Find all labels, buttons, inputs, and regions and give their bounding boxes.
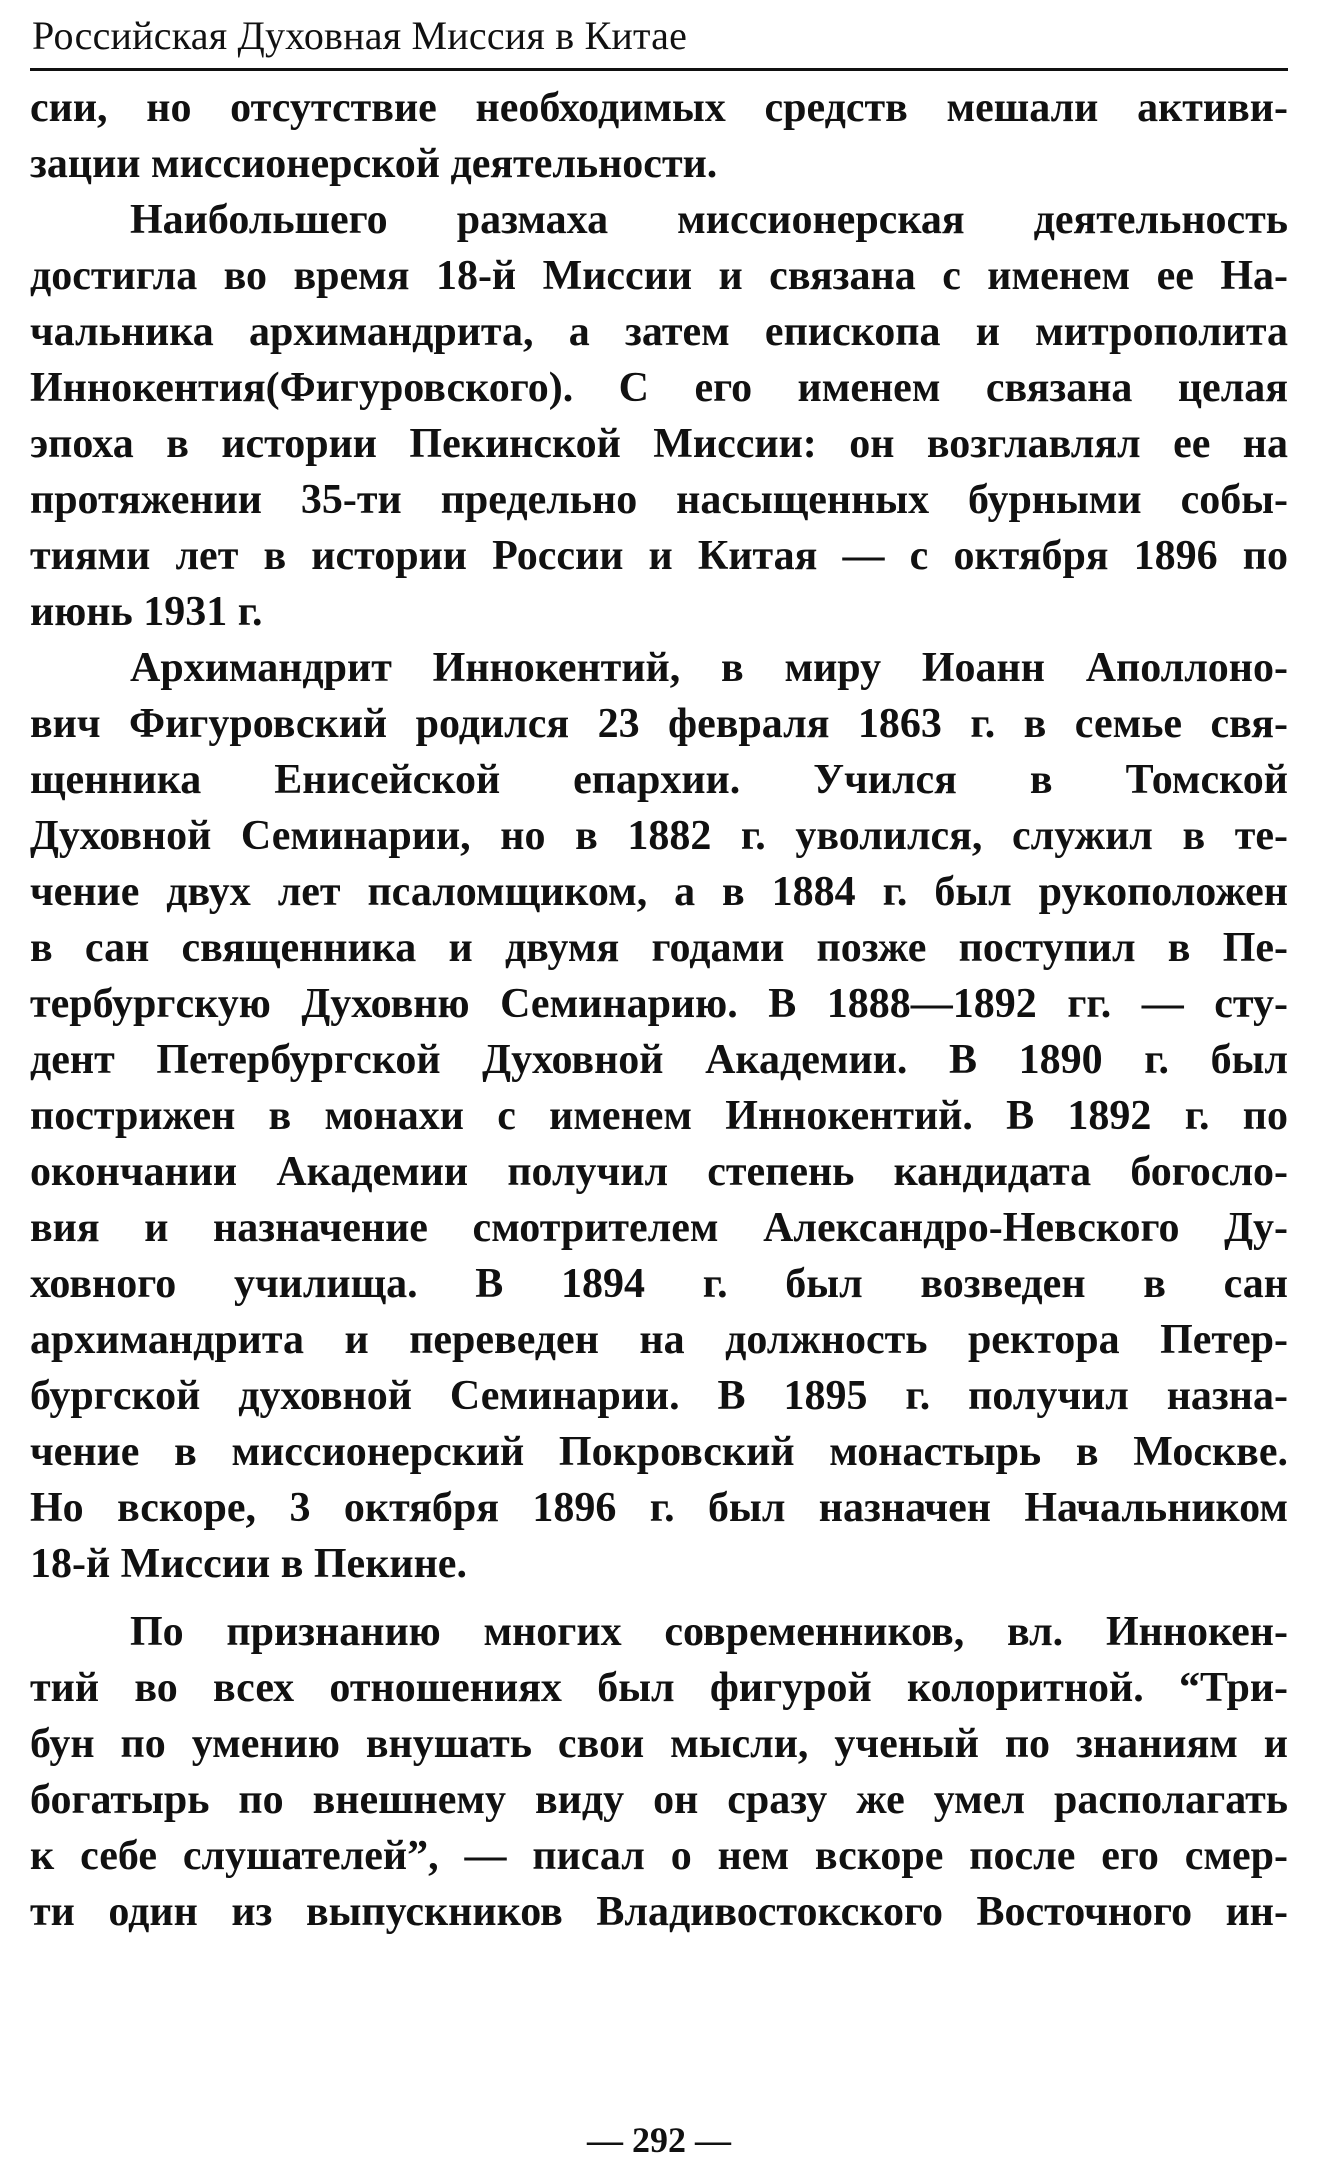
text-line: к себе слушателей”, — писал о нем вскоре после его смер- [30,1833,1288,1879]
text-line: ти один из выпускников Владивостокского Восточного ин- [30,1889,1288,1935]
text-line: протяжении 35-ти предельно насыщенных бурными собы- [30,477,1288,523]
text-line: ховного училища. В 1894 г. был возведен в сан [30,1261,1288,1307]
text-line: бун по умению внушать свои мысли, ученый по знаниям и [30,1721,1288,1767]
text-line: Иннокентия(Фигуровского). С его именем связана целая [30,365,1288,411]
text-line: зации миссионерской деятельности. [30,141,718,187]
text-line: По признанию многих современников, вл. Иннокен- [130,1609,1288,1655]
text-line: Духовной Семинарии, но в 1882 г. уволился, служил в те- [30,813,1288,859]
text-line: архимандрита и переведен на должность ректора Петер- [30,1317,1288,1363]
text-line: Архимандрит Иннокентий, в миру Иоанн Аполлоно- [130,645,1288,691]
page-number: — 292 — [587,2120,731,2160]
text-line: щенника Енисейской епархии. Учился в Томской [30,757,1288,803]
page-header [30,4,1288,71]
text-line: пострижен в монахи с именем Иннокентий. В 1892 г. по [30,1093,1288,1139]
paragraph-gap [30,1592,1288,1604]
text-line: чальника архимандрита, а затем епископа и митрополита [30,309,1288,355]
running-head: Российская Духовная Миссия в Китае [32,13,688,58]
text-line: сии, но отсутствие необходимых средств мешали активи- [30,85,1288,131]
text-line: достигла во время 18-й Миссии и связана с именем ее На- [30,253,1288,299]
text-line: дент Петербургской Духовной Академии. В 1890 г. был [30,1037,1288,1083]
text-line: богатырь по внешнему виду он сразу же умел располагать [30,1777,1288,1823]
text-line: тий во всех отношениях был фигурой колоритной. “Три- [30,1665,1288,1711]
text-line: 18-й Миссии в Пекине. [30,1541,467,1587]
text-line: тиями лет в истории России и Китая — с октября 1896 по [30,533,1288,579]
paragraph-1 [30,80,1288,192]
text-line: Но вскоре, 3 октября 1896 г. был назначен Начальником [30,1485,1288,1531]
text-line: в сан священника и двумя годами позже поступил в Пе- [30,925,1288,971]
paragraph-2 [30,192,1288,640]
paragraph-4 [30,1604,1288,1940]
text-line: тербургскую Духовню Семинарию. В 1888—1892 гг. — сту- [30,981,1288,1027]
text-line: Наибольшего размаха миссионерская деятельность [130,197,1288,243]
book-page [30,0,1288,2183]
text-line: чение двух лет псаломщиком, а в 1884 г. был рукоположен [30,869,1288,915]
text-line: чение в миссионерский Покровский монастырь в Москве. [30,1429,1288,1475]
text-line: вич Фигуровский родился 23 февраля 1863 г. в семье свя- [30,701,1288,747]
text-line: бургской духовной Семинарии. В 1895 г. получил назна- [30,1373,1288,1419]
paragraph-3 [30,640,1288,1592]
text-line: эпоха в истории Пекинской Миссии: он возглавлял ее на [30,421,1288,467]
text-line: окончании Академии получил степень кандидата богосло- [30,1149,1288,1195]
text-line: вия и назначение смотрителем Александро-Невского Ду- [30,1205,1288,1251]
text-line: июнь 1931 г. [30,589,263,635]
body-text [30,80,1288,1940]
